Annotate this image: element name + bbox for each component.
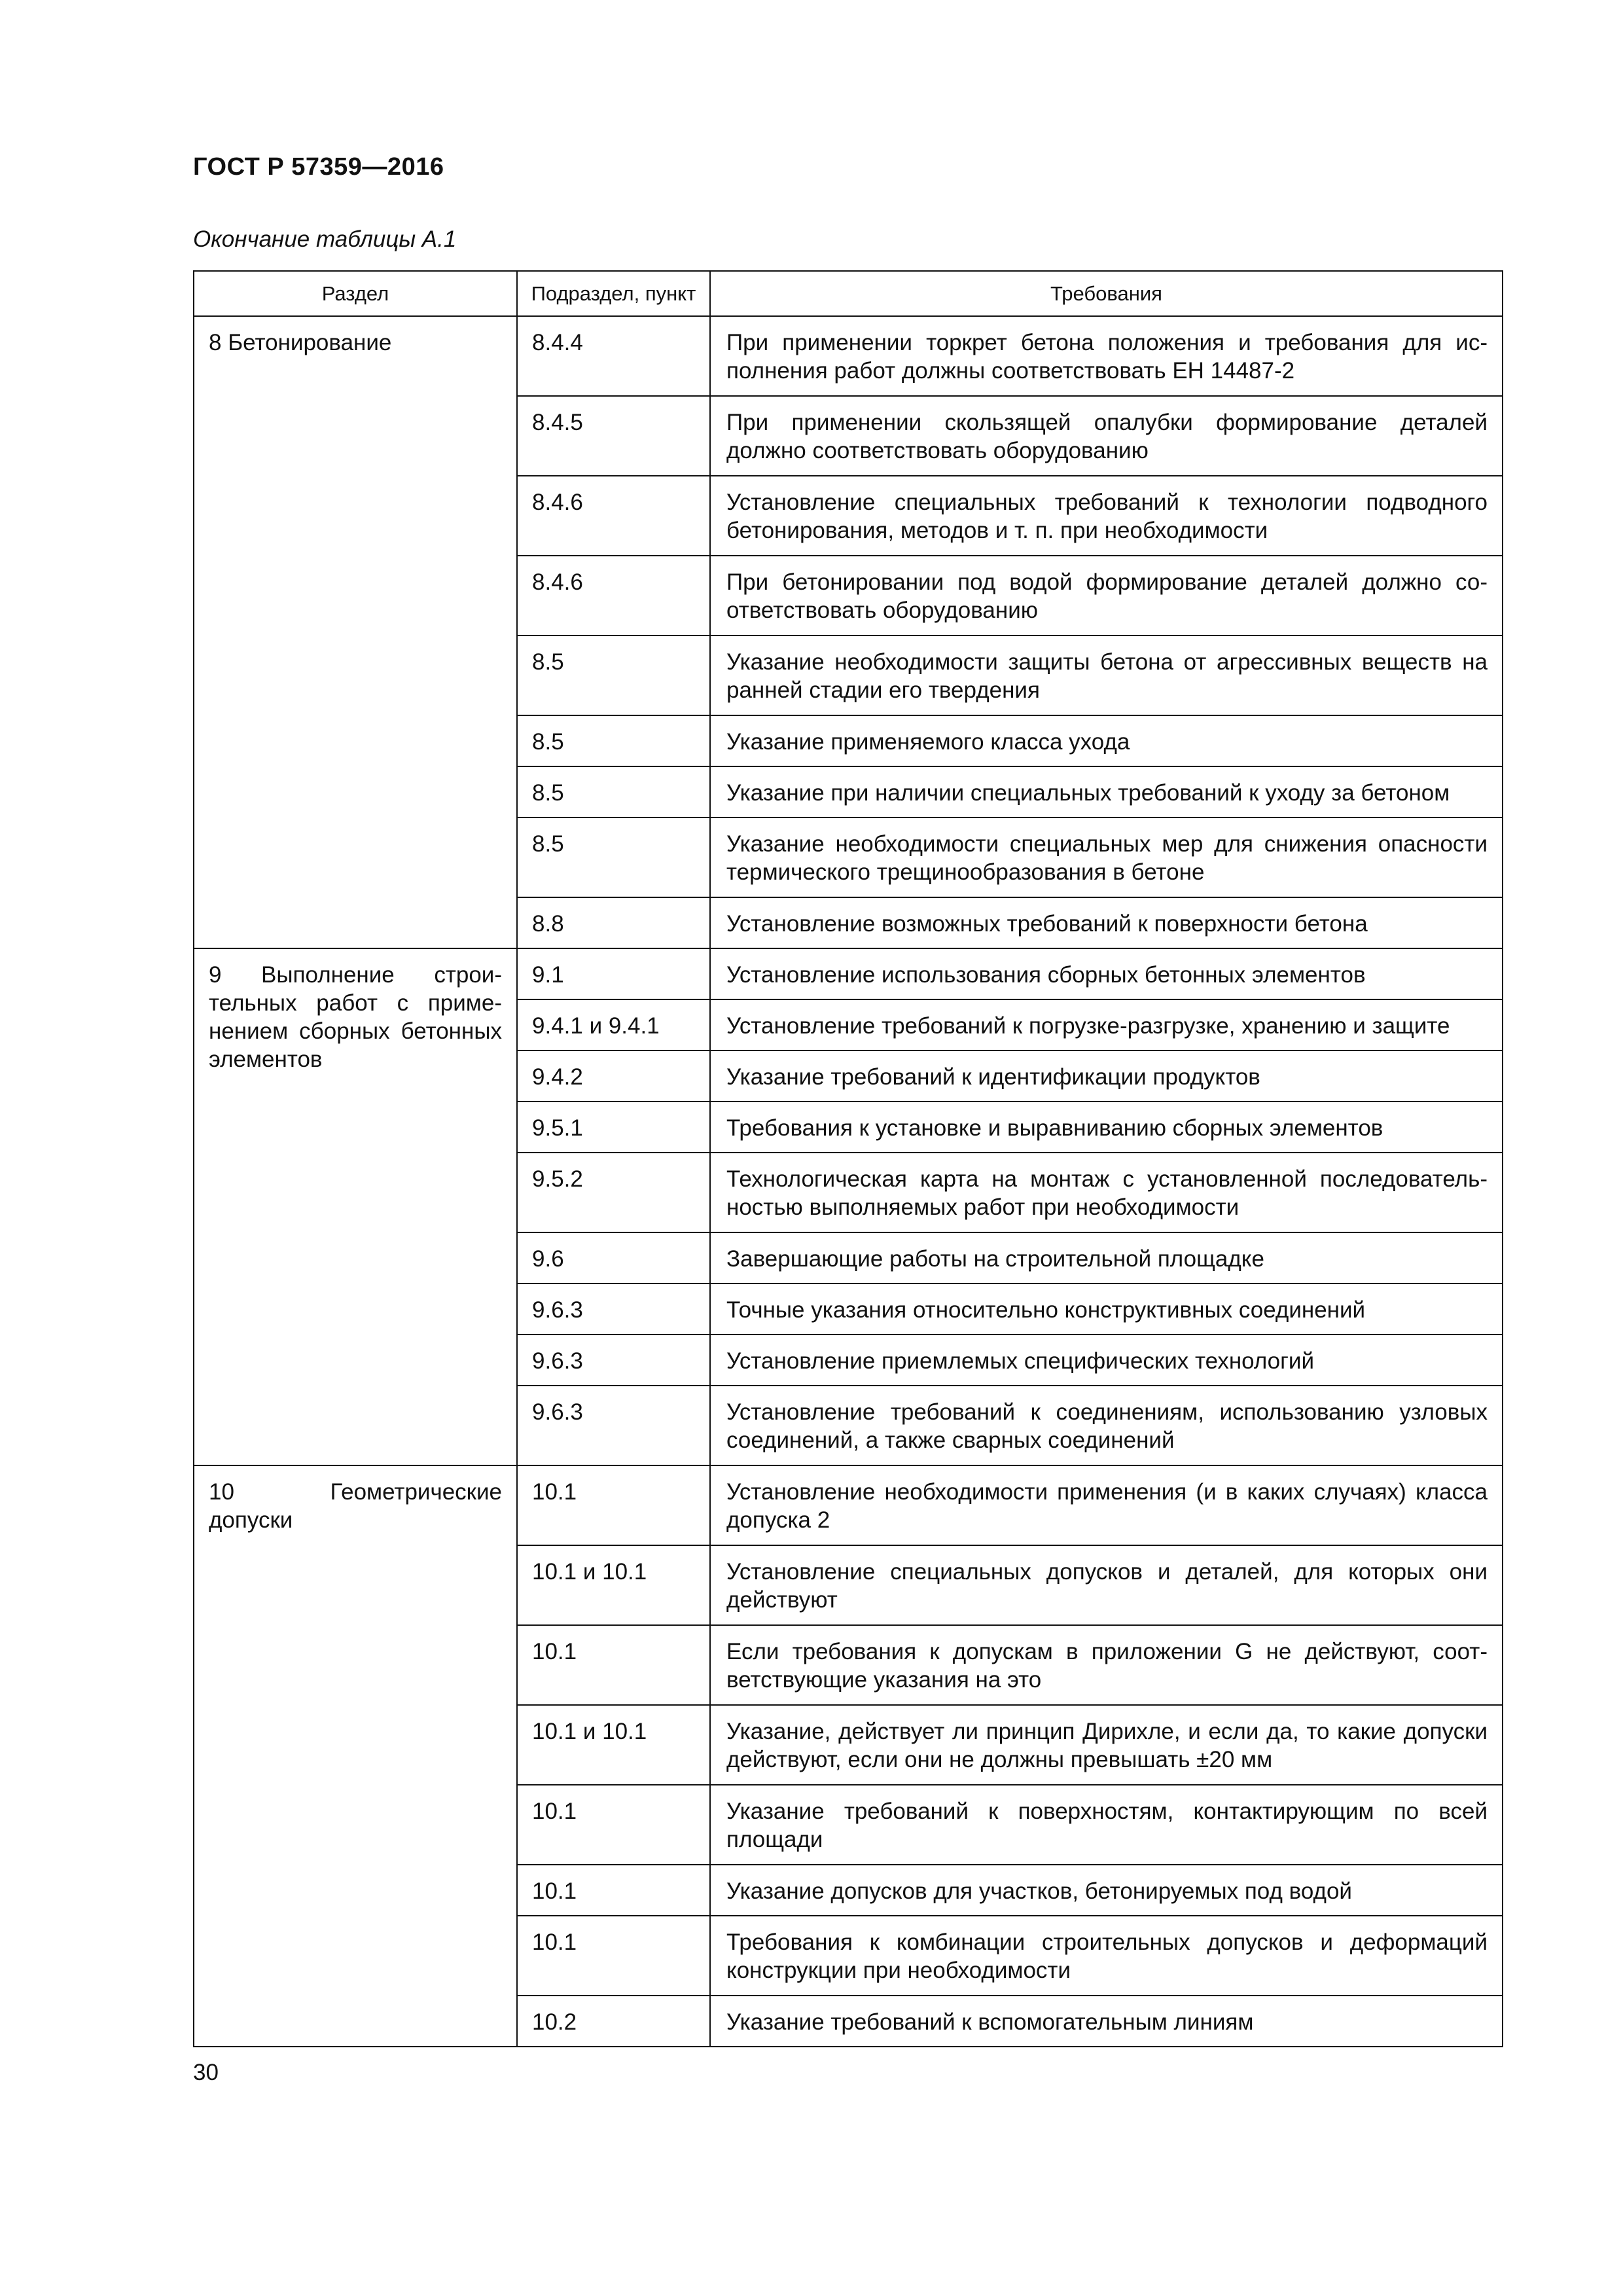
subsection-cell: 10.1 — [517, 1785, 710, 1865]
requirements-table — [193, 270, 1503, 2047]
requirement-cell: При применении скользящей опалубки формирование деталей должно соответствовать оборудованию — [710, 396, 1503, 476]
column-header-section: Раздел — [194, 271, 517, 316]
subsection-cell: 8.8 — [517, 897, 710, 948]
table-row — [194, 948, 1503, 999]
subsection-cell: 8.4.6 — [517, 556, 710, 636]
section-cell: 10 Геометрические допуски — [194, 1465, 517, 2047]
subsection-cell: 9.1 — [517, 948, 710, 999]
table-header-row — [194, 271, 1503, 316]
requirement-cell: Указание требований к идентификации продуктов — [710, 1050, 1503, 1102]
subsection-cell: 8.5 — [517, 636, 710, 715]
subsection-cell: 8.5 — [517, 715, 710, 766]
requirement-cell: Указание применяемого класса ухода — [710, 715, 1503, 766]
subsection-cell: 9.6.3 — [517, 1386, 710, 1465]
subsection-cell: 9.6.3 — [517, 1283, 710, 1335]
requirement-cell: Указание требований к поверхностям, контактирующим по всей площади — [710, 1785, 1503, 1865]
subsection-cell: 9.4.1 и 9.4.1 — [517, 999, 710, 1050]
table-row — [194, 1465, 1503, 1545]
requirement-cell: Указание допусков для участков, бетонируемых под водой — [710, 1865, 1503, 1916]
requirement-cell: Точные указания относительно конструктивных соединений — [710, 1283, 1503, 1335]
section-cell: 8 Бетонирование — [194, 316, 517, 948]
subsection-cell: 10.1 — [517, 1465, 710, 1545]
section-cell: 9 Выполнение строительных работ с применением сборных бетонных элементов — [194, 948, 517, 1465]
table-body — [194, 316, 1503, 2047]
requirement-cell: Указание требований к вспомогательным линиям — [710, 1996, 1503, 2047]
requirement-cell: Установление специальных требований к технологии подводного бетонирования, методов и т. п. при необходимости — [710, 476, 1503, 556]
subsection-cell: 10.1 — [517, 1865, 710, 1916]
requirement-cell: Требования к установке и выравниванию сборных элементов — [710, 1102, 1503, 1153]
subsection-cell: 9.6 — [517, 1232, 710, 1283]
requirement-cell: Требования к комбинации строительных допусков и деформаций конструкции при необходимости — [710, 1916, 1503, 1996]
subsection-cell: 10.1 — [517, 1625, 710, 1705]
subsection-cell: 9.5.1 — [517, 1102, 710, 1153]
requirement-cell: Установление использования сборных бетонных элементов — [710, 948, 1503, 999]
requirement-cell: Установление возможных требований к поверхности бетона — [710, 897, 1503, 948]
requirement-cell: Технологическая карта на монтаж с установленной последовательностью выполняемых работ при необходимости — [710, 1153, 1503, 1232]
requirement-cell: Установление специальных допусков и деталей, для которых они действуют — [710, 1545, 1503, 1625]
requirement-cell: При применении торкрет бетона положения и требования для исполнения работ должны соответствовать ЕН 14487-2 — [710, 316, 1503, 396]
subsection-cell: 10.1 — [517, 1916, 710, 1996]
subsection-cell: 8.5 — [517, 817, 710, 897]
subsection-cell: 9.6.3 — [517, 1335, 710, 1386]
requirement-cell: Установление приемлемых специфических технологий — [710, 1335, 1503, 1386]
subsection-cell: 8.4.4 — [517, 316, 710, 396]
subsection-cell: 9.5.2 — [517, 1153, 710, 1232]
requirement-cell: Указание необходимости специальных мер для снижения опасности термического трещинообразования в бетоне — [710, 817, 1503, 897]
requirement-cell: Указание при наличии специальных требований к уходу за бетоном — [710, 766, 1503, 817]
subsection-cell: 10.1 и 10.1 — [517, 1705, 710, 1785]
column-header-requirements: Требования — [710, 271, 1503, 316]
requirement-cell: Если требования к допускам в приложении G не действуют, соответствующие указания на это — [710, 1625, 1503, 1705]
requirement-cell: При бетонировании под водой формирование деталей должно соответствовать оборудованию — [710, 556, 1503, 636]
column-header-subsection: Подраздел, пункт — [517, 271, 710, 316]
requirement-cell: Установление требований к погрузке-разгрузке, хранению и защите — [710, 999, 1503, 1050]
subsection-cell: 8.5 — [517, 766, 710, 817]
document-title: ГОСТ Р 57359—2016 — [193, 153, 444, 181]
requirement-cell: Завершающие работы на строительной площадке — [710, 1232, 1503, 1283]
subsection-cell: 10.1 и 10.1 — [517, 1545, 710, 1625]
subsection-cell: 9.4.2 — [517, 1050, 710, 1102]
subsection-cell: 8.4.6 — [517, 476, 710, 556]
subsection-cell: 10.2 — [517, 1996, 710, 2047]
subsection-cell: 8.4.5 — [517, 396, 710, 476]
requirement-cell: Установление требований к соединениям, использованию узловых соединений, а также сварных соединений — [710, 1386, 1503, 1465]
requirement-cell: Указание, действует ли принцип Дирихле, и если да, то какие допуски действуют, если они не должны превышать ±20 мм — [710, 1705, 1503, 1785]
table-caption: Окончание таблицы А.1 — [193, 226, 457, 252]
requirement-cell: Установление необходимости применения (и в каких случаях) класса допуска 2 — [710, 1465, 1503, 1545]
page-number: 30 — [193, 2060, 219, 2085]
requirement-cell: Указание необходимости защиты бетона от агрессивных веществ на ранней стадии его твердения — [710, 636, 1503, 715]
table-row — [194, 316, 1503, 396]
